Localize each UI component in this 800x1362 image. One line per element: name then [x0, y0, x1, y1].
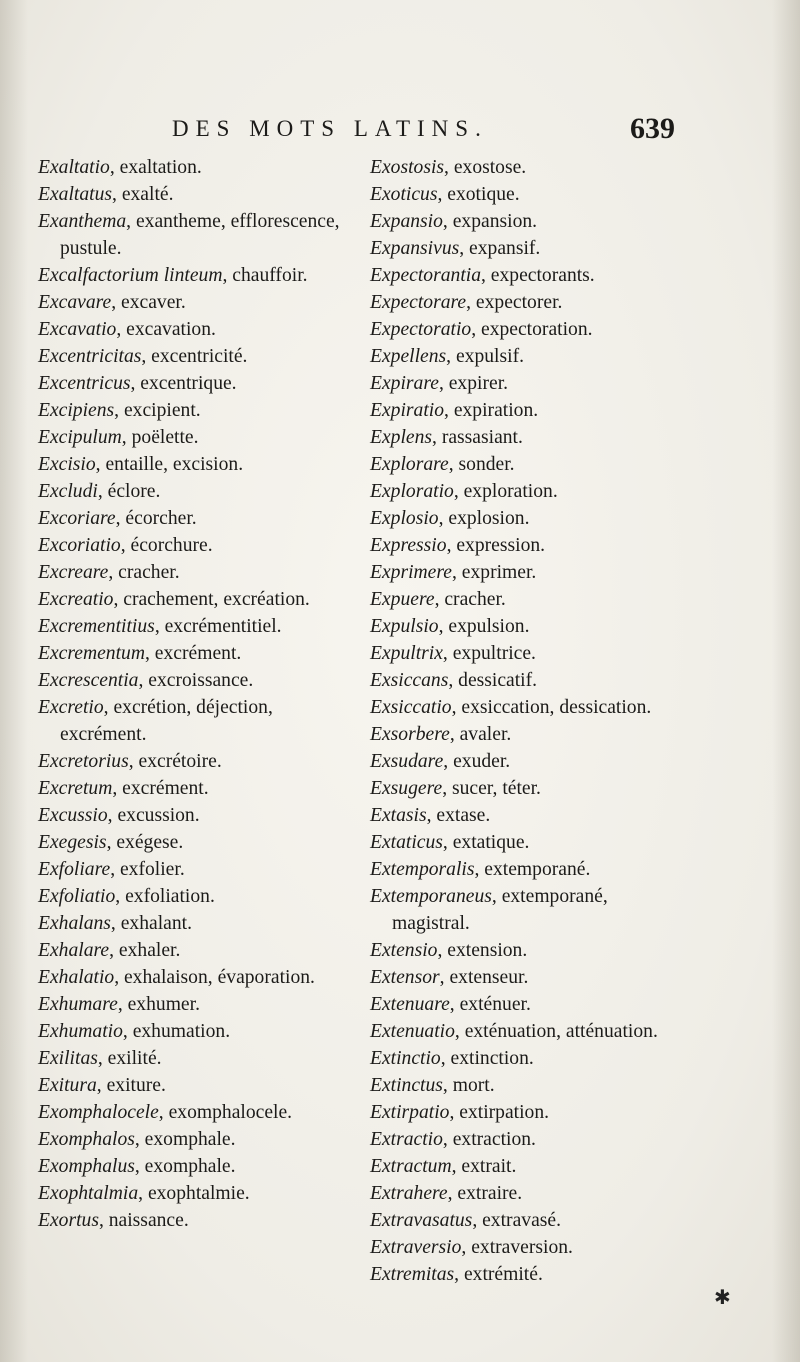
- french-gloss: entaille, excision.: [105, 454, 244, 475]
- french-gloss: expression.: [456, 535, 546, 556]
- french-gloss: expectorer.: [475, 292, 563, 313]
- dictionary-entry: Excretorius, excrétoire.: [38, 751, 222, 772]
- latin-term: Exhumare: [38, 994, 118, 1015]
- dictionary-entry: Exitura, exiture.: [38, 1075, 166, 1096]
- french-gloss: exilité.: [107, 1048, 162, 1069]
- dictionary-entry: Excalfactorium linteum, chauffoir.: [38, 265, 308, 286]
- latin-term: Extirpatio: [370, 1102, 450, 1123]
- french-gloss: naissance.: [108, 1210, 189, 1231]
- french-gloss: mort.: [452, 1075, 495, 1096]
- french-gloss: extraction.: [452, 1129, 536, 1150]
- dictionary-entry: Exomphalus, exomphale.: [38, 1156, 236, 1177]
- dictionary-entry: Exploratio, exploration.: [370, 481, 558, 502]
- latin-term: Expuere: [370, 589, 435, 610]
- latin-term: Extinctio: [370, 1048, 441, 1069]
- french-gloss: exomphale.: [144, 1156, 236, 1177]
- dictionary-entry: Exsiccans, dessicatif.: [370, 670, 538, 691]
- french-gloss: exégese.: [116, 832, 184, 853]
- french-gloss: excaver.: [121, 292, 186, 313]
- french-gloss: écorcher.: [125, 508, 197, 529]
- running-head: DES MOTS LATINS.: [172, 116, 488, 141]
- right-page-edge-shadow: [772, 0, 800, 1362]
- dictionary-entry: Exophtalmia, exophtalmie.: [38, 1183, 250, 1204]
- french-gloss: excrétoire.: [138, 751, 222, 772]
- dictionary-entry: Extemporaneus, extemporané, magistral.: [370, 886, 608, 934]
- latin-term: Exhalare: [38, 940, 110, 961]
- latin-term: Extensio: [370, 940, 438, 961]
- french-gloss: expansion.: [452, 211, 538, 232]
- french-gloss: exprimer.: [461, 562, 537, 583]
- latin-term: Exophtalmia: [38, 1183, 139, 1204]
- latin-term: Expectorare: [370, 292, 467, 313]
- french-gloss: exotique.: [447, 184, 520, 205]
- french-gloss: chauffoir.: [232, 265, 308, 286]
- french-gloss: extenseur.: [449, 967, 529, 988]
- latin-term: Expellens: [370, 346, 447, 367]
- french-gloss: excipient.: [123, 400, 201, 421]
- latin-term: Excentricus: [38, 373, 131, 394]
- latin-term: Extraversio: [370, 1237, 462, 1258]
- latin-term: Excussio: [38, 805, 108, 826]
- dictionary-entry: Exaltatio, exaltation.: [38, 157, 202, 178]
- dictionary-entry: Expulsio, expulsion.: [370, 616, 530, 637]
- french-gloss: exuder.: [453, 751, 511, 772]
- dictionary-entry: Expellens, expulsif.: [370, 346, 524, 367]
- french-gloss: exhalaison, évaporation.: [123, 967, 315, 988]
- dictionary-entry: Exostosis, exostose.: [370, 157, 527, 178]
- french-gloss: poëlette.: [131, 427, 199, 448]
- french-gloss: éclore.: [107, 481, 161, 502]
- french-gloss: avaler.: [459, 724, 512, 745]
- latin-term: Explosio: [370, 508, 439, 529]
- latin-term: Exprimere: [370, 562, 452, 583]
- latin-term: Excoriare: [38, 508, 116, 529]
- latin-term: Excalfactorium linteum: [38, 265, 223, 286]
- dictionary-entry: Extractum, extrait.: [370, 1156, 517, 1177]
- dictionary-entry: Excentricitas, excentricité.: [38, 346, 248, 367]
- dictionary-entry: Expectoratio, expectoration.: [370, 319, 593, 340]
- french-gloss: expectoration.: [481, 319, 593, 340]
- latin-term: Excrescentia: [38, 670, 139, 691]
- latin-term: Exomphalocele: [38, 1102, 159, 1123]
- dictionary-entry: Excoriatio, écorchure.: [38, 535, 213, 556]
- french-gloss: exhumer.: [127, 994, 200, 1015]
- latin-term: Exhumatio: [38, 1021, 123, 1042]
- latin-term: Exilitas: [38, 1048, 98, 1069]
- dictionary-entry: Excoriare, écorcher.: [38, 508, 197, 529]
- latin-term: Exoticus: [370, 184, 438, 205]
- latin-term: Exsiccatio: [370, 697, 452, 718]
- french-gloss: expectorants.: [490, 265, 595, 286]
- french-gloss: exhumation.: [132, 1021, 231, 1042]
- french-gloss: extrémité.: [463, 1264, 543, 1285]
- dictionary-entry: Excisio, entaille, excision.: [38, 454, 244, 475]
- latin-term: Exomphalos: [38, 1129, 135, 1150]
- french-gloss: exsiccation, dessication.: [461, 697, 652, 718]
- latin-term: Expressio: [370, 535, 447, 556]
- french-gloss: extatique.: [452, 832, 530, 853]
- latin-term: Extenuare: [370, 994, 450, 1015]
- french-gloss: extemporané, magistral.: [392, 886, 608, 934]
- dictionary-entry: Extremitas, extrémité.: [370, 1264, 543, 1285]
- latin-term: Excoriatio: [38, 535, 121, 556]
- latin-term: Exitura: [38, 1075, 97, 1096]
- latin-term: Exsudare: [370, 751, 444, 772]
- latin-term: Excretio: [38, 697, 104, 718]
- dictionary-entry: Excreatio, crachement, excréation.: [38, 589, 310, 610]
- left-column: [38, 154, 358, 1234]
- latin-term: Exanthema: [38, 211, 127, 232]
- dictionary-entry: Extensio, extension.: [370, 940, 528, 961]
- dictionary-entry: Excavare, excaver.: [38, 292, 186, 313]
- dictionary-entry: Extractio, extraction.: [370, 1129, 536, 1150]
- dictionary-entry: Explens, rassasiant.: [370, 427, 523, 448]
- dictionary-entry: Excentricus, excentrique.: [38, 373, 237, 394]
- french-gloss: excrétion, déjection, excrément.: [60, 697, 273, 745]
- dictionary-entry: Excrementum, excrément.: [38, 643, 242, 664]
- latin-term: Excavatio: [38, 319, 117, 340]
- latin-term: Excentricitas: [38, 346, 142, 367]
- latin-term: Exortus: [38, 1210, 99, 1231]
- dictionary-entry: Exfoliare, exfolier.: [38, 859, 185, 880]
- latin-term: Extrahere: [370, 1183, 448, 1204]
- french-gloss: extrait.: [461, 1156, 517, 1177]
- dictionary-entry: Exomphalocele, exomphalocele.: [38, 1102, 293, 1123]
- dictionary-entry: Expansivus, expansif.: [370, 238, 541, 259]
- french-gloss: excrément.: [122, 778, 209, 799]
- dictionary-entry: Expuere, cracher.: [370, 589, 506, 610]
- latin-term: Exhalatio: [38, 967, 115, 988]
- dictionary-entry: Expiratio, expiration.: [370, 400, 539, 421]
- french-gloss: extraire.: [457, 1183, 523, 1204]
- dictionary-entry: Extinctio, extinction.: [370, 1048, 534, 1069]
- dictionary-entry: Extasis, extase.: [370, 805, 491, 826]
- dictionary-entry: Exhumare, exhumer.: [38, 994, 200, 1015]
- latin-term: Explens: [370, 427, 433, 448]
- french-gloss: exhaler.: [118, 940, 181, 961]
- latin-term: Exaltatus: [38, 184, 113, 205]
- latin-term: Excipulum: [38, 427, 122, 448]
- latin-term: Excreatio: [38, 589, 114, 610]
- french-gloss: sonder.: [458, 454, 515, 475]
- french-gloss: sucer, téter.: [451, 778, 541, 799]
- dictionary-entry: Explosio, explosion.: [370, 508, 530, 529]
- latin-term: Expirare: [370, 373, 439, 394]
- latin-term: Expansivus: [370, 238, 460, 259]
- french-gloss: exantheme, efflorescence, pustule.: [60, 211, 340, 259]
- french-gloss: excentricité.: [151, 346, 248, 367]
- french-gloss: excavation.: [126, 319, 216, 340]
- latin-term: Expulsio: [370, 616, 439, 637]
- french-gloss: exophtalmie.: [147, 1183, 250, 1204]
- dictionary-entry: Exanthema, exantheme, efflorescence, pustule.: [38, 211, 340, 259]
- french-gloss: extemporané.: [484, 859, 591, 880]
- dictionary-entry: Exsorbere, avaler.: [370, 724, 512, 745]
- french-gloss: exalté.: [121, 184, 174, 205]
- dictionary-entry: Extenuatio, exténuation, atténuation.: [370, 1021, 658, 1042]
- french-gloss: dessicatif.: [458, 670, 538, 691]
- latin-term: Exegesis: [38, 832, 107, 853]
- french-gloss: excrément.: [154, 643, 242, 664]
- dictionary-entry: Extemporalis, extemporané.: [370, 859, 591, 880]
- dictionary-entry: Exilitas, exilité.: [38, 1048, 162, 1069]
- latin-term: Exhalans: [38, 913, 111, 934]
- latin-term: Excludi: [38, 481, 98, 502]
- page-header: [0, 112, 800, 148]
- dictionary-entry: Excretio, excrétion, déjection, excrément.: [38, 697, 273, 745]
- dictionary-entry: Excrescentia, excroissance.: [38, 670, 254, 691]
- dictionary-entry: Exhalatio, exhalaison, évaporation.: [38, 967, 315, 988]
- dictionary-entry: Exsudare, exuder.: [370, 751, 511, 772]
- french-gloss: expirer.: [448, 373, 509, 394]
- french-gloss: exténuation, atténuation.: [464, 1021, 658, 1042]
- dictionary-entry: Exsugere, sucer, téter.: [370, 778, 541, 799]
- french-gloss: écorchure.: [130, 535, 213, 556]
- latin-term: Excrementum: [38, 643, 145, 664]
- latin-term: Exploratio: [370, 481, 454, 502]
- latin-term: Exsugere: [370, 778, 443, 799]
- french-gloss: exomphale.: [144, 1129, 236, 1150]
- french-gloss: excrémentitiel.: [164, 616, 282, 637]
- dictionary-entry: Expectorantia, expectorants.: [370, 265, 595, 286]
- latin-term: Extasis: [370, 805, 427, 826]
- dictionary-entry: Exortus, naissance.: [38, 1210, 189, 1231]
- french-gloss: extirpation.: [459, 1102, 550, 1123]
- french-gloss: excroissance.: [148, 670, 254, 691]
- dictionary-entry: Excrementitius, excrémentitiel.: [38, 616, 282, 637]
- dictionary-entry: Extenuare, exténuer.: [370, 994, 531, 1015]
- latin-term: Expectoratio: [370, 319, 472, 340]
- left-page-edge-shadow: [0, 0, 28, 1362]
- french-gloss: explosion.: [448, 508, 530, 529]
- french-gloss: exploration.: [463, 481, 558, 502]
- french-gloss: expulsif.: [455, 346, 524, 367]
- latin-term: Explorare: [370, 454, 449, 475]
- dictionary-entry: Expressio, expression.: [370, 535, 546, 556]
- dictionary-entry: Expirare, expirer.: [370, 373, 509, 394]
- latin-term: Exostosis: [370, 157, 445, 178]
- latin-term: Excrementitius: [38, 616, 155, 637]
- french-gloss: crachement, excréation.: [123, 589, 310, 610]
- latin-term: Extensor: [370, 967, 440, 988]
- dictionary-entry: Extaticus, extatique.: [370, 832, 530, 853]
- french-gloss: expiration.: [453, 400, 539, 421]
- french-gloss: exostose.: [453, 157, 527, 178]
- dictionary-entry: Exprimere, exprimer.: [370, 562, 537, 583]
- dictionary-entry: Exaltatus, exalté.: [38, 184, 174, 205]
- latin-term: Excavare: [38, 292, 112, 313]
- dictionary-entry: Exegesis, exégese.: [38, 832, 184, 853]
- dictionary-entry: Exhumatio, exhumation.: [38, 1021, 231, 1042]
- latin-term: Excretum: [38, 778, 113, 799]
- dictionary-entry: Excavatio, excavation.: [38, 319, 216, 340]
- right-column: [370, 154, 688, 1288]
- dictionary-entry: Excreare, cracher.: [38, 562, 180, 583]
- dictionary-entry: Excipulum, poëlette.: [38, 427, 199, 448]
- page-number: 639: [630, 112, 675, 145]
- french-gloss: exhalant.: [120, 913, 192, 934]
- french-gloss: expansif.: [469, 238, 541, 259]
- dictionary-entry: Expansio, expansion.: [370, 211, 538, 232]
- dictionary-entry: Excipiens, excipient.: [38, 400, 201, 421]
- latin-term: Excreare: [38, 562, 109, 583]
- dictionary-entry: Excludi, éclore.: [38, 481, 161, 502]
- latin-term: Extravasatus: [370, 1210, 473, 1231]
- dictionary-entry: Exhalans, exhalant.: [38, 913, 192, 934]
- latin-term: Expiratio: [370, 400, 445, 421]
- latin-term: Excisio: [38, 454, 96, 475]
- french-gloss: excussion.: [117, 805, 200, 826]
- latin-term: Expultrix: [370, 643, 443, 664]
- french-gloss: expultrice.: [452, 643, 536, 664]
- latin-term: Extinctus: [370, 1075, 443, 1096]
- french-gloss: cracher.: [118, 562, 180, 583]
- latin-term: Exaltatio: [38, 157, 110, 178]
- latin-term: Excretorius: [38, 751, 129, 772]
- dictionary-entry: Exsiccatio, exsiccation, dessication.: [370, 697, 652, 718]
- latin-term: Extremitas: [370, 1264, 455, 1285]
- latin-term: Extemporalis: [370, 859, 475, 880]
- french-gloss: extase.: [436, 805, 491, 826]
- dictionary-entry: Extirpatio, extirpation.: [370, 1102, 550, 1123]
- latin-term: Excipiens: [38, 400, 115, 421]
- french-gloss: exiture.: [106, 1075, 166, 1096]
- printer-mark-icon: ✱: [714, 1287, 731, 1309]
- dictionary-entry: Expultrix, expultrice.: [370, 643, 536, 664]
- french-gloss: extinction.: [450, 1048, 534, 1069]
- french-gloss: exfoliation.: [125, 886, 215, 907]
- latin-term: Extenuatio: [370, 1021, 455, 1042]
- dictionary-entry: Exhalare, exhaler.: [38, 940, 181, 961]
- dictionary-entry: Extraversio, extraversion.: [370, 1237, 573, 1258]
- dictionary-entry: Extrahere, extraire.: [370, 1183, 523, 1204]
- latin-term: Exfoliare: [38, 859, 111, 880]
- french-gloss: extension.: [447, 940, 528, 961]
- french-gloss: exténuer.: [459, 994, 531, 1015]
- dictionary-entry: Excretum, excrément.: [38, 778, 209, 799]
- latin-term: Expectorantia: [370, 265, 481, 286]
- french-gloss: cracher.: [444, 589, 506, 610]
- dictionary-entry: Expectorare, expectorer.: [370, 292, 563, 313]
- dictionary-entry: Extinctus, mort.: [370, 1075, 495, 1096]
- latin-term: Extemporaneus: [370, 886, 492, 907]
- latin-term: Exsorbere: [370, 724, 450, 745]
- dictionary-entry: Extensor, extenseur.: [370, 967, 529, 988]
- french-gloss: extravasé.: [482, 1210, 561, 1231]
- latin-term: Exsiccans: [370, 670, 449, 691]
- latin-term: Expansio: [370, 211, 443, 232]
- dictionary-entry: Exoticus, exotique.: [370, 184, 520, 205]
- dictionary-entry: Explorare, sonder.: [370, 454, 515, 475]
- french-gloss: expulsion.: [448, 616, 530, 637]
- french-gloss: rassasiant.: [441, 427, 523, 448]
- dictionary-entry: Extravasatus, extravasé.: [370, 1210, 561, 1231]
- latin-term: Exfoliatio: [38, 886, 116, 907]
- dictionary-entry: Excussio, excussion.: [38, 805, 200, 826]
- french-gloss: exaltation.: [119, 157, 202, 178]
- dictionary-entry: Exomphalos, exomphale.: [38, 1129, 236, 1150]
- latin-term: Exomphalus: [38, 1156, 135, 1177]
- dictionary-entry: Exfoliatio, exfoliation.: [38, 886, 215, 907]
- latin-term: Extaticus: [370, 832, 443, 853]
- french-gloss: extraversion.: [471, 1237, 573, 1258]
- french-gloss: excentrique.: [140, 373, 237, 394]
- latin-term: Extractio: [370, 1129, 443, 1150]
- latin-term: Extractum: [370, 1156, 452, 1177]
- french-gloss: exfolier.: [119, 859, 185, 880]
- french-gloss: exomphalocele.: [168, 1102, 293, 1123]
